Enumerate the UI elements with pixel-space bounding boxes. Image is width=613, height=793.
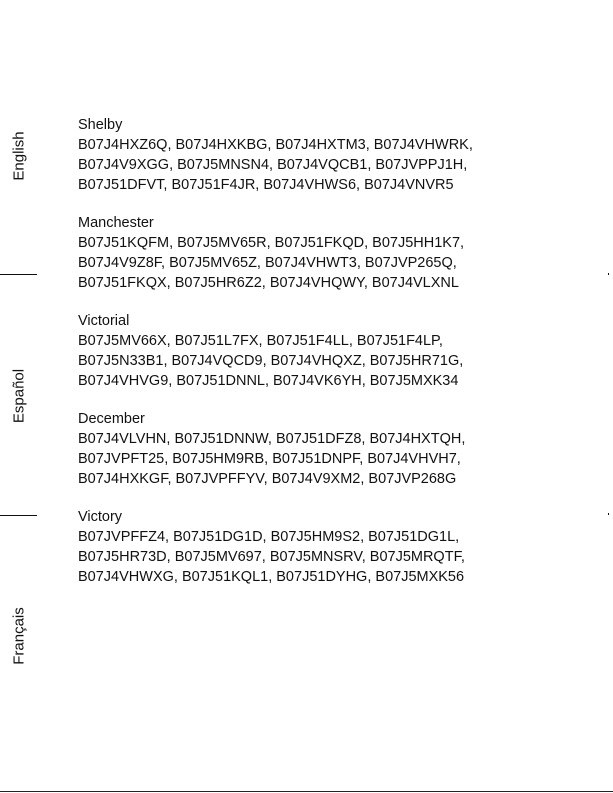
product-group-shelby bbox=[78, 115, 598, 195]
product-code-list bbox=[78, 115, 598, 605]
product-group-victorial bbox=[78, 311, 598, 391]
codes-line: B07J4V9Z8F, B07J5MV65Z, B07J4VHWT3, B07JVP265Q, bbox=[78, 255, 457, 271]
group-title: Victory bbox=[78, 509, 123, 525]
codes-line: B07J51DFVT, B07J51F4JR, B07J4VHWS6, B07J4VNVR5 bbox=[78, 177, 454, 193]
codes-line: B07J5N33B1, B07J4VQCD9, B07J4VHQXZ, B07J5HR71G, bbox=[78, 353, 464, 369]
codes-line: B07J51KQFM, B07J5MV65R, B07J51FKQD, B07J5HH1K7, bbox=[78, 235, 465, 251]
bottom-rule bbox=[0, 791, 613, 792]
codes-line: B07JVPFFZ4, B07J51DG1D, B07J5HM9S2, B07J51DG1L, bbox=[78, 529, 460, 545]
group-title: December bbox=[78, 411, 145, 427]
codes-line: B07J4HXKGF, B07JVPFFYV, B07J4V9XM2, B07JVP268G bbox=[78, 471, 457, 487]
codes-line: B07J4V9XGG, B07J5MNSN4, B07J4VQCB1, B07JVPPJ1H, bbox=[78, 157, 468, 173]
codes-line: B07J5HR73D, B07J5MV697, B07J5MNSRV, B07J5MRQTF, bbox=[78, 549, 465, 565]
side-tab-label: Français bbox=[10, 607, 28, 665]
codes-line: B07J51FKQX, B07J5HR6Z2, B07J4VHQWY, B07J4VLXNL bbox=[78, 275, 459, 291]
product-group-manchester bbox=[78, 213, 598, 293]
group-title: Shelby bbox=[78, 117, 123, 133]
codes-line: B07JVPFT25, B07J5HM9RB, B07J51DNPF, B07J4VHVH7, bbox=[78, 451, 461, 467]
codes-line: B07J4VHVG9, B07J51DNNL, B07J4VK6YH, B07J5MXK34 bbox=[78, 373, 459, 389]
product-group-victory bbox=[78, 507, 598, 587]
group-title: Victorial bbox=[78, 313, 130, 329]
group-title: Manchester bbox=[78, 215, 154, 231]
product-group-december bbox=[78, 409, 598, 489]
divider bbox=[0, 274, 37, 275]
codes-line: B07J5MV66X, B07J51L7FX, B07J51F4LL, B07J51F4LP, bbox=[78, 333, 443, 349]
edge-tick bbox=[608, 513, 609, 515]
divider bbox=[0, 515, 37, 516]
edge-tick bbox=[608, 273, 609, 275]
side-tab-label: Español bbox=[10, 368, 28, 424]
codes-line: B07J4HXZ6Q, B07J4HXKBG, B07J4HXTM3, B07J4VHWRK, bbox=[78, 137, 473, 153]
codes-line: B07J4VLVHN, B07J51DNNW, B07J51DFZ8, B07J4HXTQH, bbox=[78, 431, 466, 447]
side-tab-label: English bbox=[10, 131, 28, 181]
codes-line: B07J4VHWXG, B07J51KQL1, B07J51DYHG, B07J5MXK56 bbox=[78, 569, 465, 585]
